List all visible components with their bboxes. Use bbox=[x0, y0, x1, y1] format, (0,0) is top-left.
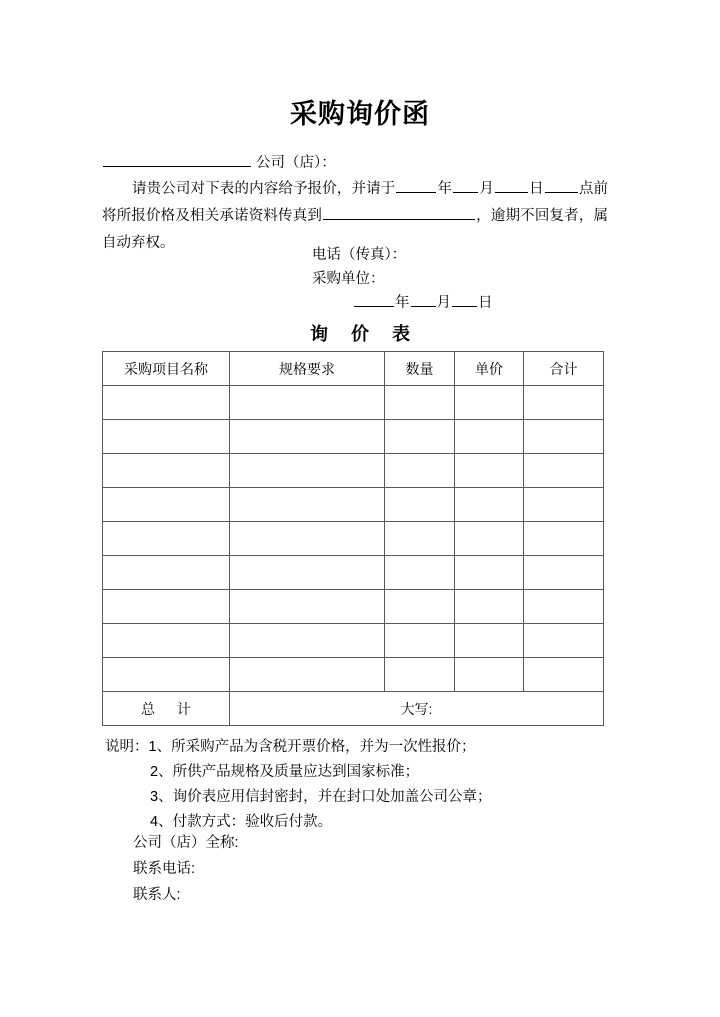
cell-total[interactable] bbox=[524, 454, 604, 488]
cell-quantity[interactable] bbox=[385, 522, 455, 556]
sign-year-label: 年 bbox=[395, 295, 410, 311]
phone-fax-label: 电话（传真）： bbox=[312, 247, 407, 263]
notes-prefix: 说明： bbox=[105, 739, 149, 755]
body-text-part2: 所报价格及相关承诺资料传真到 bbox=[116, 208, 323, 224]
cell-unit-price[interactable] bbox=[455, 556, 524, 590]
purchaser-block bbox=[312, 243, 493, 315]
cell-specification[interactable] bbox=[230, 658, 385, 692]
note-item-3: 3、询价表应用信封密封，并在封口处加盖公司公章； bbox=[150, 789, 492, 805]
cell-item-name[interactable] bbox=[103, 522, 230, 556]
table-row[interactable] bbox=[103, 522, 604, 556]
cell-item-name[interactable] bbox=[103, 454, 230, 488]
cell-item-name[interactable] bbox=[103, 420, 230, 454]
deadline-day-blank[interactable] bbox=[495, 177, 528, 193]
cell-specification[interactable] bbox=[230, 590, 385, 624]
cell-total[interactable] bbox=[524, 420, 604, 454]
cell-unit-price[interactable] bbox=[455, 454, 524, 488]
cell-unit-price[interactable] bbox=[455, 658, 524, 692]
deadline-hour-blank[interactable] bbox=[545, 177, 578, 193]
notes-block bbox=[102, 735, 622, 835]
cell-item-name[interactable] bbox=[103, 624, 230, 658]
deadline-month-label: 月 bbox=[479, 181, 494, 197]
cell-total[interactable] bbox=[524, 624, 604, 658]
contact-person-label: 联系人: bbox=[133, 887, 181, 903]
note-line-3 bbox=[102, 785, 622, 810]
note-line-2 bbox=[102, 760, 622, 785]
sign-day-blank[interactable] bbox=[452, 291, 477, 307]
note-item-1: 1、所采购产品为含税开票价格，并为一次性报价； bbox=[148, 739, 476, 755]
table-header-row bbox=[103, 352, 604, 386]
cell-specification[interactable] bbox=[230, 454, 385, 488]
cell-total[interactable] bbox=[524, 590, 604, 624]
addressee-line bbox=[102, 150, 608, 176]
column-header-total: 合计 bbox=[524, 352, 604, 386]
company-full-name-label: 公司（店）全称: bbox=[133, 835, 239, 851]
cell-item-name[interactable] bbox=[103, 386, 230, 420]
cell-quantity[interactable] bbox=[385, 420, 455, 454]
cell-quantity[interactable] bbox=[385, 590, 455, 624]
total-amount-in-words[interactable]: 大写: bbox=[230, 692, 604, 726]
cell-specification[interactable] bbox=[230, 420, 385, 454]
fax-number-blank[interactable] bbox=[323, 204, 475, 220]
cell-unit-price[interactable] bbox=[455, 590, 524, 624]
cell-unit-price[interactable] bbox=[455, 386, 524, 420]
cell-specification[interactable] bbox=[230, 624, 385, 658]
signature-date-line bbox=[312, 291, 493, 315]
cell-quantity[interactable] bbox=[385, 658, 455, 692]
intro-block bbox=[102, 150, 608, 257]
sign-day-label: 日 bbox=[478, 295, 493, 311]
cell-total[interactable] bbox=[524, 488, 604, 522]
cell-specification[interactable] bbox=[230, 556, 385, 590]
table-header bbox=[103, 352, 604, 386]
cell-unit-price[interactable] bbox=[455, 624, 524, 658]
deadline-year-blank[interactable] bbox=[396, 177, 436, 193]
column-header-unit-price: 单价 bbox=[455, 352, 524, 386]
cell-item-name[interactable] bbox=[103, 488, 230, 522]
addressee-suffix: 公司（店）： bbox=[256, 155, 336, 171]
contact-block bbox=[133, 830, 239, 908]
cell-total[interactable] bbox=[524, 522, 604, 556]
table-total-row bbox=[103, 692, 604, 726]
addressee-blank[interactable] bbox=[103, 151, 251, 167]
cell-total[interactable] bbox=[524, 386, 604, 420]
total-label: 总 计 bbox=[103, 692, 230, 726]
cell-unit-price[interactable] bbox=[455, 522, 524, 556]
body-text-part1: 请贵公司对下表的内容给予报价，并请于 bbox=[132, 181, 396, 197]
sign-month-blank[interactable] bbox=[411, 291, 436, 307]
note-item-4: 4、付款方式：验收后付款。 bbox=[150, 814, 333, 830]
cell-item-name[interactable] bbox=[103, 590, 230, 624]
cell-quantity[interactable] bbox=[385, 488, 455, 522]
table-row[interactable] bbox=[103, 386, 604, 420]
column-header-specification: 规格要求 bbox=[230, 352, 385, 386]
sign-month-label: 月 bbox=[436, 295, 451, 311]
cell-total[interactable] bbox=[524, 556, 604, 590]
page-title: 采购询价函 bbox=[290, 99, 430, 129]
cell-unit-price[interactable] bbox=[455, 420, 524, 454]
cell-quantity[interactable] bbox=[385, 454, 455, 488]
cell-quantity[interactable] bbox=[385, 386, 455, 420]
table-row[interactable] bbox=[103, 556, 604, 590]
contact-phone-label: 联系电话: bbox=[133, 861, 196, 877]
table-row[interactable] bbox=[103, 590, 604, 624]
deadline-year-label: 年 bbox=[437, 181, 453, 197]
note-line-1 bbox=[102, 735, 622, 760]
quotation-table bbox=[102, 351, 604, 726]
deadline-month-blank[interactable] bbox=[453, 177, 478, 193]
cell-total[interactable] bbox=[524, 658, 604, 692]
body-text-part3: ，逾期不回复者，属自动弃权。 bbox=[102, 208, 609, 251]
sign-year-blank[interactable] bbox=[354, 291, 394, 307]
table-row[interactable] bbox=[103, 624, 604, 658]
cell-quantity[interactable] bbox=[385, 556, 455, 590]
cell-item-name[interactable] bbox=[103, 556, 230, 590]
table-body bbox=[103, 386, 604, 726]
cell-item-name[interactable] bbox=[103, 658, 230, 692]
cell-specification[interactable] bbox=[230, 522, 385, 556]
quotation-table-heading: 询 价 表 bbox=[309, 324, 419, 344]
column-header-item-name: 采购项目名称 bbox=[103, 352, 230, 386]
table-row[interactable] bbox=[103, 420, 604, 454]
purchase-unit-label: 采购单位： bbox=[312, 271, 385, 287]
deadline-hour-label: 点前将 bbox=[102, 181, 609, 224]
deadline-day-label: 日 bbox=[528, 181, 544, 197]
column-header-quantity: 数量 bbox=[385, 352, 455, 386]
table-row[interactable] bbox=[103, 488, 604, 522]
cell-quantity[interactable] bbox=[385, 624, 455, 658]
cell-specification[interactable] bbox=[230, 488, 385, 522]
note-item-2: 2、所供产品规格及质量应达到国家标准； bbox=[150, 764, 420, 780]
cell-unit-price[interactable] bbox=[455, 488, 524, 522]
table-row[interactable] bbox=[103, 454, 604, 488]
cell-specification[interactable] bbox=[230, 386, 385, 420]
table-row[interactable] bbox=[103, 658, 604, 692]
